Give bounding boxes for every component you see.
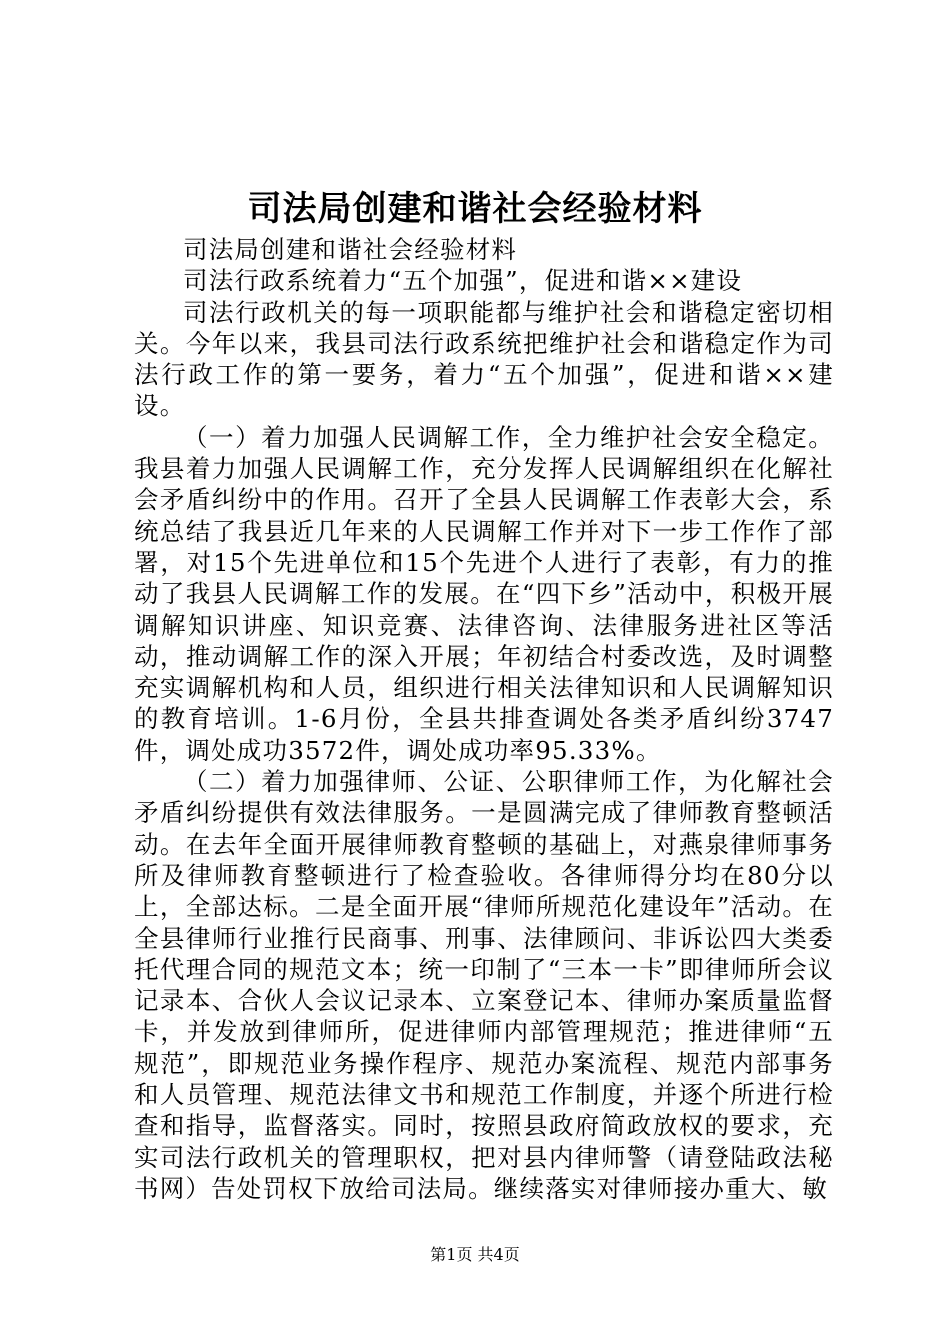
paragraph-intro: 司法行政机关的每一项职能都与维护社会和谐稳定密切相关。今年以来，我县司法行政系统把维护社会和谐稳定作为司法行政工作的第一要务，着力“五个加强”，促进和谐××建设。 — [134, 297, 834, 421]
paragraph-section-1: （一）着力加强人民调解工作，全力维护社会安全稳定。我县着力加强人民调解工作，充分发挥人民调解组织在化解社会矛盾纠纷中的作用。召开了全县人民调解工作表彰大会，系统总结了我县近几年来的人民调解工作并对下一步工作作了部署，对15个先进单位和15个先进个人进行了表彰，有力的推动了我县人民调解工作的发展。在“四下乡”活动中，积极开展调解知识讲座、知识竞赛、法律咨询、法律服务进社区等活动，推动调解工作的深入开展；年初结合村委改选，及时调整充实调解机构和人员，组织进行相关法律知识和人民调解知识的教育培训。1-6月份，全县共排查调处各类矛盾纠纷3747件，调处成功3572件，调处成功率95.33%。 — [134, 422, 834, 765]
paragraph-subtitle: 司法局创建和谐社会经验材料 — [183, 235, 518, 264]
document-title: 司法局创建和谐社会经验材料 — [247, 189, 703, 229]
paragraph-section-2: （二）着力加强律师、公证、公职律师工作，为化解社会矛盾纠纷提供有效法律服务。一是圆满完成了律师教育整顿活动。在去年全面开展律师教育整顿的基础上，对燕泉律师事务所及律师教育整顿进行了检查验收。各律师得分均在80分以上，全部达标。二是全面开展“律师所规范化建设年”活动。在全县律师行业推行民商事、刑事、法律顾问、非诉讼四大类委托代理合同的规范文本；统一印制了“三本一卡”即律师所会议记录本、合伙人会议记录本、立案登记本、律师办案质量监督卡，并发放到律师所，促进律师内部管理规范；推进律师“五规范”，即规范业务操作程序、规范办案流程、规范内部事务和人员管理、规范法律文书和规范工作制度，并逐个所进行检查和指导，监督落实。同时，按照县政府简政放权的要求，充实司法行政机关的管理职权，把对县内律师警（请登陆政法秘书网）告处罚权下放给司法局。继续落实对律师接办重大、敏 — [134, 767, 834, 1203]
paragraph-heading: 司法行政系统着力“五个加强”，促进和谐××建设 — [183, 266, 743, 296]
page-number-footer: 第1页 共4页 — [430, 1245, 520, 1264]
document-body — [134, 234, 834, 1204]
